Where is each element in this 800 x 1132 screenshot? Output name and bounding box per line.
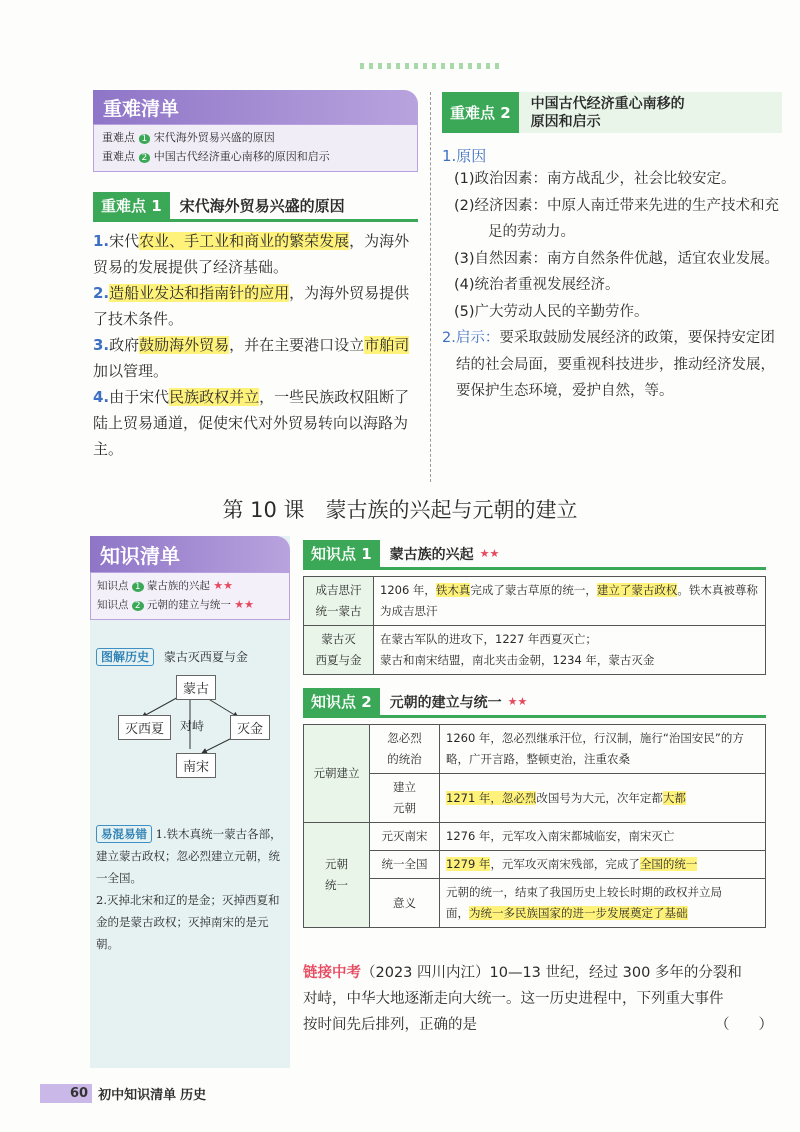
top-right-panel (442, 92, 782, 405)
confuse-tag: 易混易错 (96, 825, 152, 843)
section-1-title: 宋代海外贸易兴盛的原因 (179, 197, 345, 215)
node-standoff: 对峙 (180, 719, 205, 733)
kp1-table (303, 576, 766, 675)
reason-item: (1)政治因素：南方战乱少，社会比较安定。 (454, 171, 736, 187)
answer-bracket: （ ） (715, 1017, 773, 1033)
section-1-tag: 重难点 1 (93, 192, 170, 219)
diagram-header (90, 648, 290, 665)
exam-link: 链接中考（2023 四川内江）10—13 世纪，经过 300 多年的分裂和 对峙，中华大地逐渐走向大统一。这一历史进程中，下列重大事件 按时间先后排列，正确的是 （ ） (303, 960, 773, 1038)
difficulty-list-title: 重难清单 (93, 90, 418, 124)
reason-item: (4)统治者重视发展经济。 (454, 277, 620, 293)
table-row: 成吉思汗 统一蒙古 1206 年，铁木真完成了蒙古草原的统一，建立了蒙古政权。铁木真被尊称为成吉思汗 (304, 577, 766, 626)
top-left-panel (93, 90, 418, 462)
section-2-title: 中国古代经济重心南移的 原因和启示 (530, 95, 685, 130)
reasons-heading: 1.原因 (442, 147, 487, 165)
section-1-points (93, 228, 418, 462)
kp2-title: 元朝的建立与统一 (389, 694, 502, 711)
inspiration-heading: 2.启示： (442, 330, 500, 346)
reasons-list (442, 166, 782, 325)
top-dots-decoration (360, 63, 500, 69)
node-mongol: 蒙古 (176, 675, 216, 700)
page-number: 60 (40, 1084, 92, 1103)
confuse-box: 易混易错 1.铁木真统一蒙古各部，建立蒙古政权；忽必烈建立元朝，统一全国。 2.灭掉北宋和辽的是金；灭掉西夏和金的是蒙古政权；灭掉南宋的是元朝。 (96, 827, 282, 951)
knowledge-list-box (90, 572, 290, 620)
point-3: 3.政府鼓励海外贸易，并在主要港口设立市舶司加以管理。 (93, 336, 410, 380)
section-1-header (93, 192, 418, 222)
node-jin: 灭金 (230, 715, 270, 740)
section-2-header (442, 92, 782, 133)
kp1-stars: ★★ (479, 547, 500, 560)
knowledge-item: 知识点 2 元朝的建立与统一 ★★ (97, 598, 254, 611)
knowledge-list-title: 知识清单 (90, 536, 290, 572)
section-2-tag: 重难点 2 (442, 92, 519, 133)
column-divider (430, 92, 431, 482)
reason-item: (2)经济因素：中原人南迁带来先进的生产技术和充足的劳动力。 (454, 197, 780, 240)
node-xixia: 灭西夏 (118, 715, 171, 740)
kp2-header (303, 688, 766, 718)
table-row: 蒙古灭 西夏与金 在蒙古军队的进攻下，1227 年西夏灭亡； 蒙古和南宋结盟，南北夹击金朝，1234 年，蒙古灭金 (304, 626, 766, 675)
table-row: 元朝 统一 元灭南宋 1276 年，元军攻入南宋都城临安，南宋灭亡 (304, 823, 766, 851)
book-title: 初中知识清单 (98, 1088, 177, 1103)
kp1-title: 蒙古族的兴起 (389, 546, 474, 563)
point-4: 4.由于宋代民族政权并立，一些民族政权阻断了陆上贸易通道，促使宋代对外贸易转向以海路为主。 (93, 388, 410, 458)
reason-item: (5)广大劳动人民的辛勤劳作。 (454, 303, 649, 320)
kp2-section (303, 688, 766, 928)
knowledge-item: 知识点 1 蒙古族的兴起 ★★ (97, 579, 233, 592)
difficulty-item: 重难点 2 中国古代经济重心南移的原因和启示 (102, 150, 330, 163)
diagram-title: 蒙古灭西夏与金 (163, 650, 248, 664)
table-row: 建立 元朝 1271 年，忽必烈改国号为大元，次年定都大都 (304, 774, 766, 823)
point-1: 1.宋代农业、手工业和商业的繁荣发展，为海外贸易的发展提供了经济基础。 (93, 232, 410, 276)
diagram-tag: 图解历史 (96, 648, 154, 666)
table-row: 意义 元朝的统一，结束了我国历史上较长时期的政权并立局 面，为统一多民族国家的进一步发展奠定了基础 (304, 879, 766, 928)
kp2-stars: ★★ (507, 695, 528, 708)
footer (40, 1084, 206, 1103)
table-row: 统一全国 1279 年，元军攻灭南宋残部，完成了全国的统一 (304, 851, 766, 879)
node-song: 南宋 (176, 753, 216, 778)
point-2: 2.造船业发达和指南针的应用，为海外贸易提供了技术条件。 (93, 284, 410, 328)
kp1-section (303, 540, 766, 675)
kp1-tag: 知识点 1 (303, 540, 380, 567)
difficulty-item: 重难点 1 宋代海外贸易兴盛的原因 (102, 131, 275, 144)
kp2-tag: 知识点 2 (303, 688, 380, 715)
diagram (90, 673, 290, 783)
difficulty-list-box (93, 124, 418, 172)
left-sidebar (90, 536, 290, 1068)
lesson-title: 第 10 课 蒙古族的兴起与元朝的建立 (222, 498, 578, 522)
kp2-table (303, 724, 766, 928)
subject: 历史 (180, 1088, 207, 1103)
exam-tag: 链接中考 (303, 965, 361, 981)
kp1-header (303, 540, 766, 570)
table-row: 元朝建立 忽必烈 的统治 1260 年，忽必烈继承汗位，行汉制，施行“治国安民”的方略，广开言路，整顿吏治，注重农桑 (304, 725, 766, 774)
inspiration: 2.启示：要采取鼓励发展经济的政策，要保持安定团结的社会局面，要重视科技进步，推动经济发展，要保护生态环境，爱护自然，等。 (442, 330, 775, 399)
reason-item: (3)自然因素：南方自然条件优越，适宜农业发展。 (454, 250, 780, 267)
